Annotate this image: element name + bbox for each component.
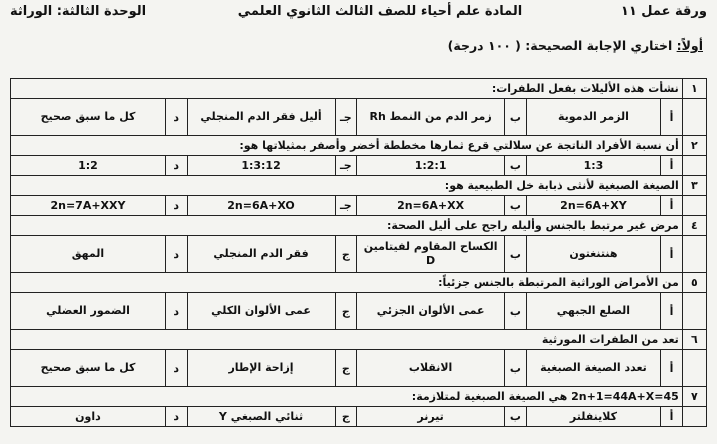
question-stem: أن نسبة الأفراد الناتجة عن سلالتي قرع ثمارها مخططة أخضر وأصفر بمثيلاتها هو: <box>11 136 683 156</box>
option-text[interactable]: تعدد الصيغة الصبغية <box>526 350 661 387</box>
option-text[interactable]: 2n=6A+XY <box>526 196 661 216</box>
question-options-row <box>11 350 707 387</box>
question-stem: من الأمراض الوراثية المرتبطة بالجنس جزئياً: <box>11 273 683 293</box>
option-letter: جـ <box>335 156 357 176</box>
instructions <box>448 38 703 53</box>
option-letter: ب <box>505 293 527 330</box>
option-letter: جـ <box>335 99 357 136</box>
option-letter: ب <box>505 196 527 216</box>
option-letter: د <box>165 350 187 387</box>
section-label: أولاً: <box>676 38 703 53</box>
option-text[interactable]: 2n=6A+XO <box>187 196 335 216</box>
option-text[interactable]: ثنائي الصبغي Y <box>187 407 335 427</box>
question-stem: الصيغة الصبغية لأنثى ذبابة خل الطبيعية هو: <box>11 176 683 196</box>
subject-title: المادة علم أحياء للصف الثالث الثانوي العلمي <box>237 4 523 19</box>
option-letter: أ <box>661 407 683 427</box>
question-number: ٢ <box>682 136 706 156</box>
option-letter: أ <box>661 236 683 273</box>
option-letter: د <box>165 156 187 176</box>
question-stem-row <box>11 136 707 156</box>
option-text[interactable]: داون <box>11 407 166 427</box>
option-text[interactable]: الكساح المقاوم لفيتامين D <box>357 236 505 273</box>
option-text[interactable]: تيرنر <box>357 407 505 427</box>
question-number-spacer <box>682 196 706 216</box>
option-letter: ب <box>505 407 527 427</box>
worksheet-title: ورقة عمل ١١ <box>620 4 707 19</box>
question-number-spacer <box>682 236 706 273</box>
question-number: ٥ <box>682 273 706 293</box>
question-options-row <box>11 407 707 427</box>
question-stem-row <box>11 273 707 293</box>
option-text[interactable]: الانقلاب <box>357 350 505 387</box>
option-letter: ب <box>505 236 527 273</box>
question-number-spacer <box>682 350 706 387</box>
instructions-text: اختاري الإجابة الصحيحة: ( ١٠٠ درجة) <box>447 38 673 53</box>
page-header <box>10 4 707 26</box>
option-letter: ب <box>505 156 527 176</box>
question-number: ٧ <box>682 387 706 407</box>
questions-table <box>10 78 707 427</box>
option-letter: أ <box>661 350 683 387</box>
option-letter: ب <box>505 350 527 387</box>
option-text[interactable]: هنتنغتون <box>526 236 661 273</box>
question-number: ٦ <box>682 330 706 350</box>
option-text[interactable]: 2n=6A+XX <box>357 196 505 216</box>
option-text[interactable]: الزمر الدموية <box>526 99 661 136</box>
option-text[interactable]: أليل فقر الدم المنجلي <box>187 99 335 136</box>
question-stem-row <box>11 387 707 407</box>
question-number: ٣ <box>682 176 706 196</box>
option-text[interactable]: عمى الألوان الكلي <box>187 293 335 330</box>
option-text[interactable]: كل ما سبق صحيح <box>11 99 166 136</box>
option-text[interactable]: 1:2:1 <box>357 156 505 176</box>
question-stem: نشأت هذه الأليلات بفعل الطفرات: <box>11 79 683 99</box>
option-letter: جـ <box>335 196 357 216</box>
option-text[interactable]: فقر الدم المنجلي <box>187 236 335 273</box>
option-text[interactable]: الضمور العضلي <box>11 293 166 330</box>
option-letter: د <box>165 293 187 330</box>
option-letter: أ <box>661 99 683 136</box>
option-letter: ج <box>335 407 357 427</box>
question-number-spacer <box>682 293 706 330</box>
question-number: ٤ <box>682 216 706 236</box>
option-text[interactable]: 1:2 <box>11 156 166 176</box>
question-stem: مرض غير مرتبط بالجنس وأليله راجح على أليل الصحة: <box>11 216 683 236</box>
option-letter: د <box>165 196 187 216</box>
question-stem-row <box>11 330 707 350</box>
option-text[interactable]: 1:3:12 <box>187 156 335 176</box>
question-stem: 2n+1=44A+X=45 هي الصيغة الصبغية لمتلازمة: <box>11 387 683 407</box>
option-text[interactable]: كل ما سبق صحيح <box>11 350 166 387</box>
question-options-row <box>11 156 707 176</box>
question-number: ١ <box>682 79 706 99</box>
option-text[interactable]: إزاحة الإطار <box>187 350 335 387</box>
option-text[interactable]: زمر الدم من النمط Rh <box>357 99 505 136</box>
option-text[interactable]: 1:3 <box>526 156 661 176</box>
option-text[interactable]: المهق <box>11 236 166 273</box>
question-number-spacer <box>682 156 706 176</box>
question-options-row <box>11 196 707 216</box>
option-letter: ج <box>335 293 357 330</box>
unit-title: الوحدة الثالثة: الوراثة <box>10 4 147 19</box>
option-letter: د <box>165 407 187 427</box>
question-options-row <box>11 236 707 273</box>
question-number-spacer <box>682 99 706 136</box>
option-letter: ج <box>335 350 357 387</box>
question-stem: تعد من الطفرات المورثية <box>11 330 683 350</box>
option-text[interactable]: الصلع الجبهي <box>526 293 661 330</box>
option-letter: د <box>165 236 187 273</box>
question-number-spacer <box>682 407 706 427</box>
question-options-row <box>11 99 707 136</box>
option-letter: ب <box>505 99 527 136</box>
option-letter: أ <box>661 293 683 330</box>
option-letter: أ <box>661 156 683 176</box>
option-letter: أ <box>661 196 683 216</box>
option-text[interactable]: 2n=7A+XXY <box>11 196 166 216</box>
option-letter: د <box>165 99 187 136</box>
question-options-row <box>11 293 707 330</box>
question-stem-row <box>11 216 707 236</box>
question-stem-row <box>11 176 707 196</box>
question-stem-row <box>11 79 707 99</box>
option-text[interactable]: كلاينفلتر <box>526 407 661 427</box>
option-text[interactable]: عمى الألوان الجزئي <box>357 293 505 330</box>
option-letter: ج <box>335 236 357 273</box>
